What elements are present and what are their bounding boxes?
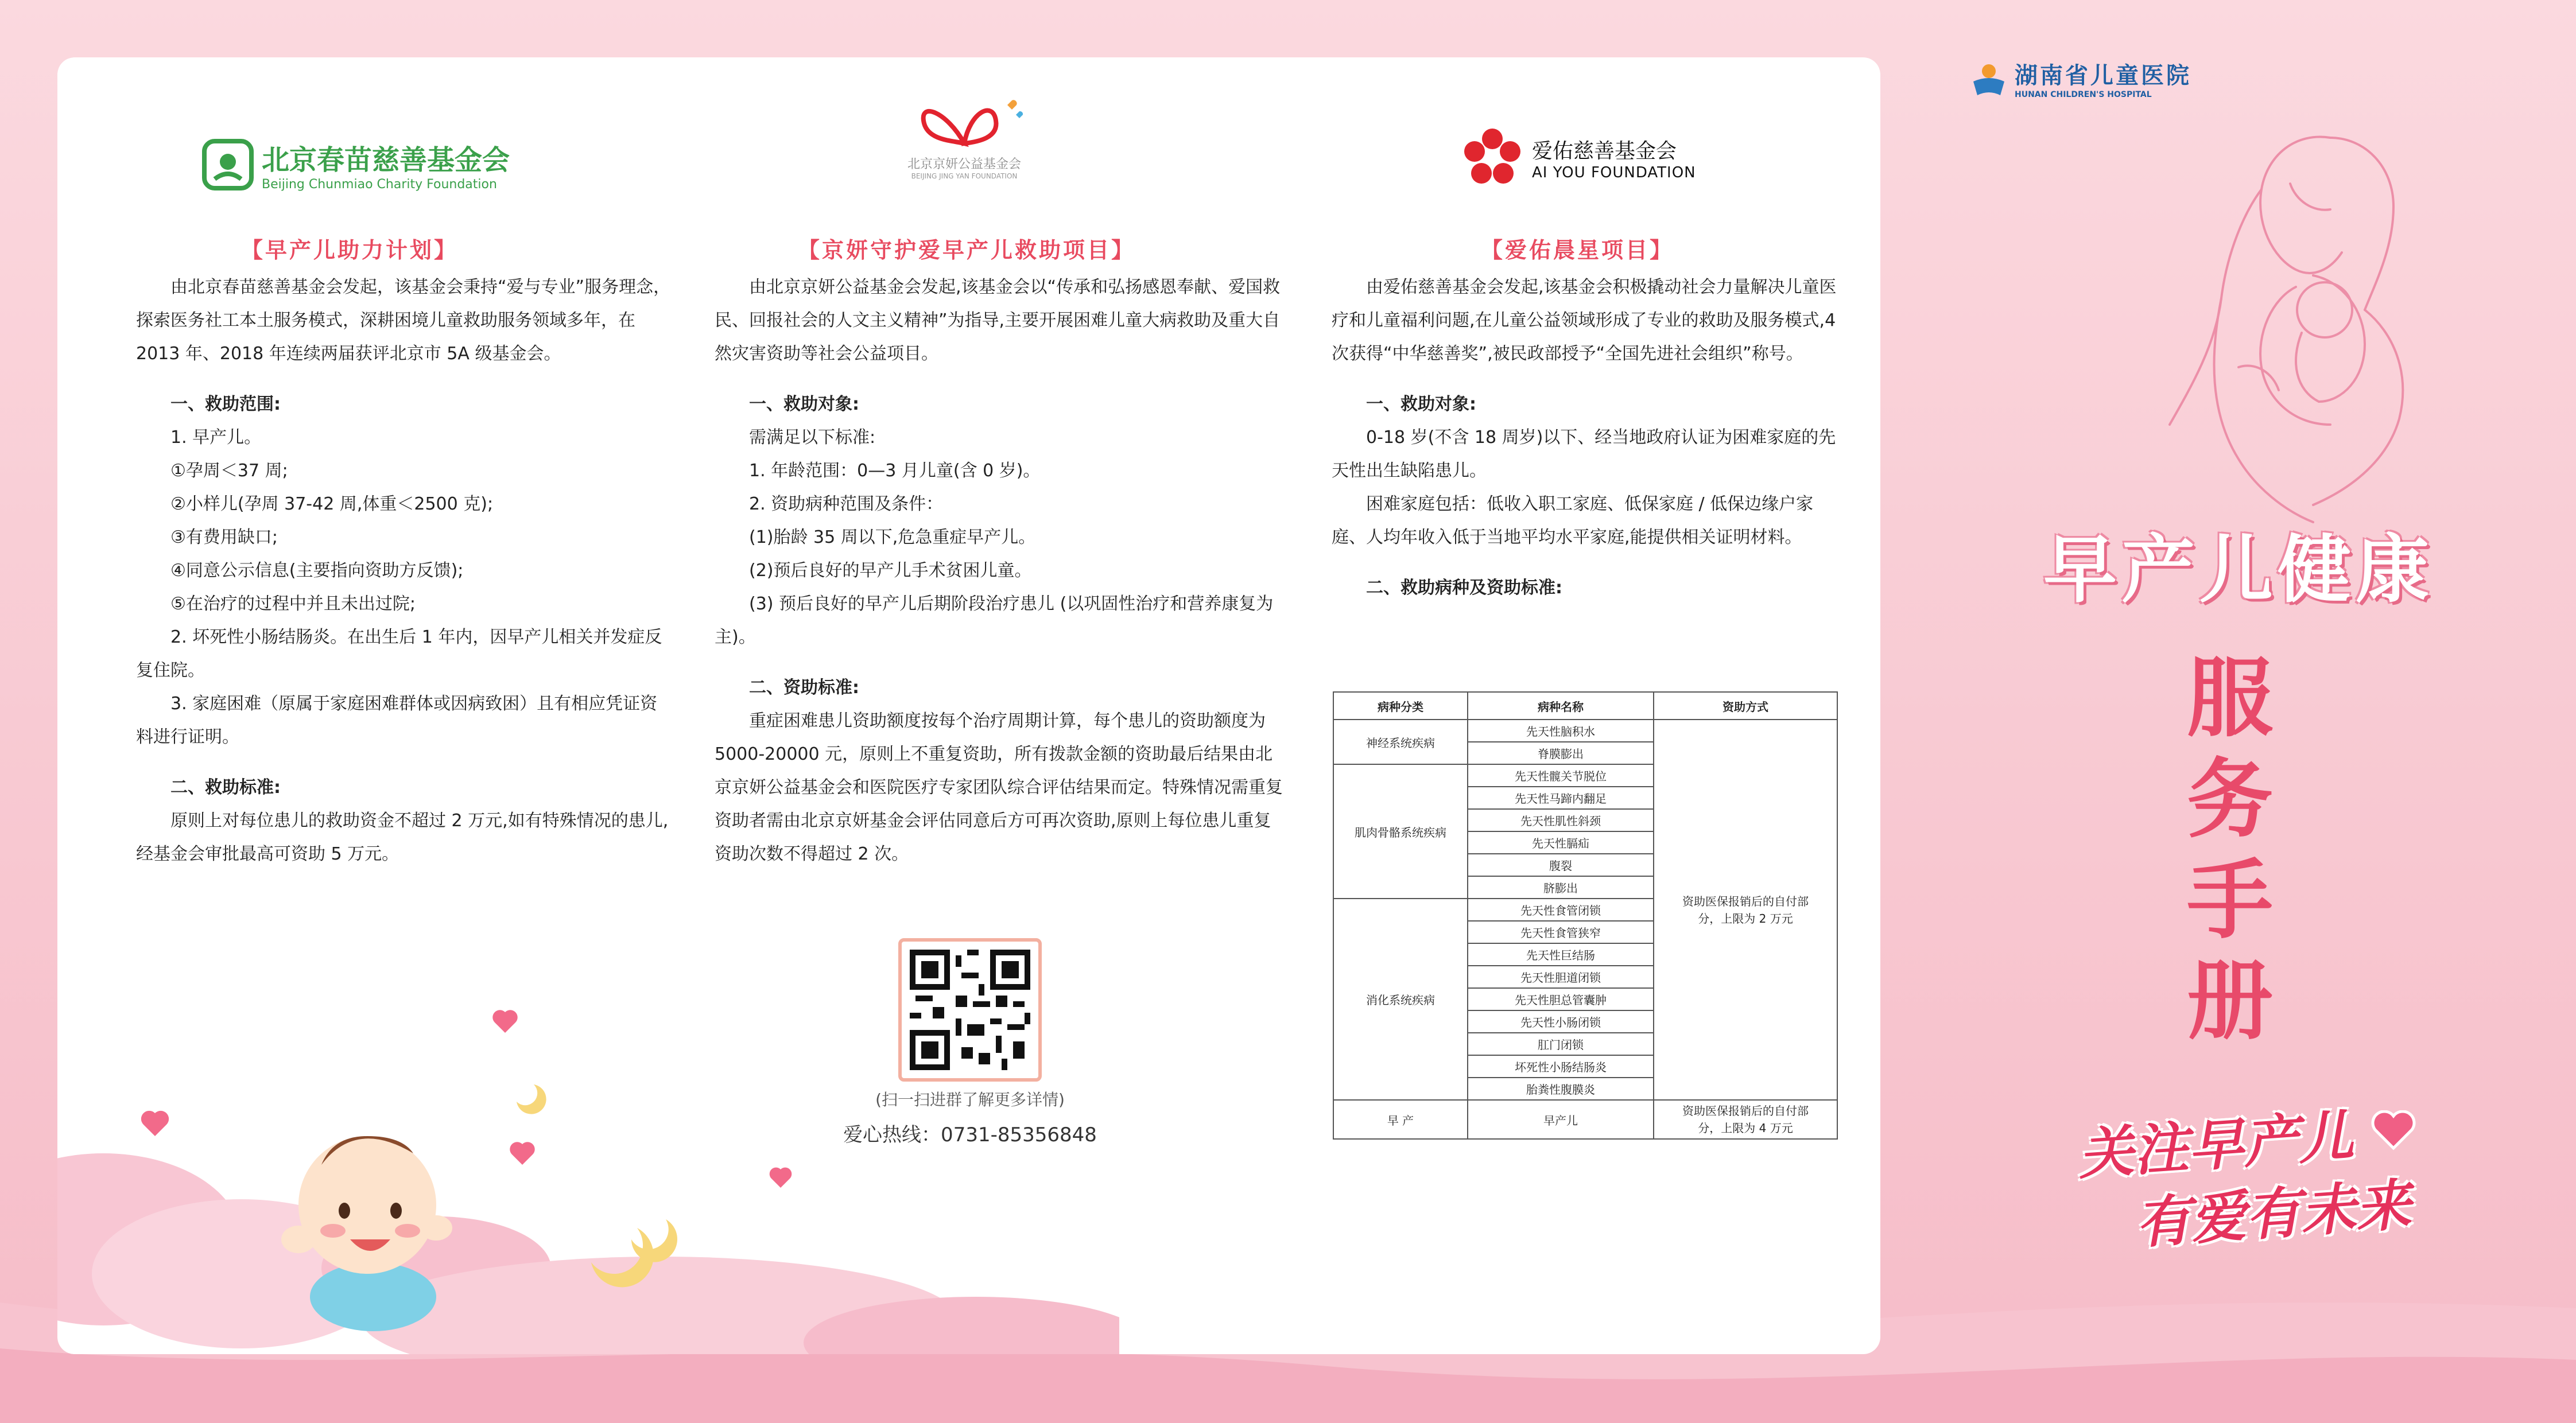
table-disease: 先天性马蹄内翻足 bbox=[1468, 787, 1654, 809]
list-item: ④同意公示信息(主要指向资助方反馈); bbox=[170, 561, 464, 581]
table-category: 肌肉骨骼系统疾病 bbox=[1333, 764, 1468, 899]
table-disease: 先天性脑积水 bbox=[1468, 720, 1654, 742]
qr-caption: (扫一扫进群了解更多详情) bbox=[875, 1090, 1065, 1109]
baby-cloud-illustration bbox=[57, 998, 1119, 1354]
table-disease: 脐膨出 bbox=[1468, 876, 1654, 899]
table-disease: 腹裂 bbox=[1468, 854, 1654, 876]
content-panel bbox=[57, 57, 1880, 1354]
table-funding: 资助医保报销后的自付部分，上限为 4 万元 bbox=[1654, 1100, 1837, 1139]
paragraph: 0-18 岁(不含 18 周岁)以下、经当地政府认证为困难家庭的先天性出生缺陷患儿。 bbox=[1332, 427, 1836, 481]
list-item: 3. 家庭困难（原属于家庭困难群体或因病致困）且有相应凭证资料进行证明。 bbox=[136, 694, 658, 747]
section-heading: 二、救助病种及资助标准: bbox=[1366, 578, 1562, 598]
paragraph: 由北京春苗慈善基金会发起，该基金会秉持“爱与专业”服务理念，探索医务社工本土服务模式，深耕困境儿童救助服务领域多年，在 2013 年、2018 年连续两届获评北京市 5A 级基金会。 bbox=[136, 277, 671, 364]
table-disease: 坏死性小肠结肠炎 bbox=[1468, 1055, 1654, 1078]
table-disease: 先天性胆总管囊肿 bbox=[1468, 988, 1654, 1010]
table-header: 病种名称 bbox=[1468, 692, 1654, 720]
table-disease: 脊膜膨出 bbox=[1468, 742, 1654, 764]
subtitle-char: 务 bbox=[2186, 750, 2273, 850]
list-item: 需满足以下标准: bbox=[749, 427, 876, 448]
chunmiao-logo bbox=[202, 138, 510, 192]
hospital-name-en: HUNAN CHILDREN'S HOSPITAL bbox=[2015, 90, 2152, 99]
jingyan-logo bbox=[878, 89, 1050, 180]
table-disease: 先天性巨结肠 bbox=[1468, 943, 1654, 966]
hotline: 爱心热线：0731-85356848 bbox=[843, 1123, 1097, 1146]
slogan-line-2: 有爱有未来 bbox=[2133, 1172, 2413, 1256]
list-item: 2. 资助病种范围及条件： bbox=[749, 494, 944, 514]
aiyou-name-en: AI YOU FOUNDATION bbox=[1532, 164, 1696, 181]
hospital-name: 湖南省儿童医院 bbox=[2015, 62, 2191, 89]
table-disease: 先天性食管狭窄 bbox=[1468, 921, 1654, 943]
paragraph: 困难家庭包括：低收入职工家庭、低保家庭 / 低保边缘户家庭、人均年收入低于当地平均水平家庭,能提供相关证明材料。 bbox=[1332, 494, 1814, 547]
hospital-emblem-icon bbox=[1969, 59, 2009, 99]
table-disease: 胎粪性腹膜炎 bbox=[1468, 1078, 1654, 1100]
mother-baby-illustration bbox=[2124, 115, 2445, 528]
list-item: (1)胎龄 35 周以下,危急重症早产儿。 bbox=[749, 527, 1036, 547]
table-category: 消化系统疾病 bbox=[1333, 899, 1468, 1100]
subtitle-char: 册 bbox=[2186, 952, 2273, 1052]
paragraph: 由爱佑慈善基金会发起,该基金会积极撬动社会力量解决儿童医疗和儿童福利问题,在儿童公益领域形成了专业的救助及服务模式,4 次获得“中华慈善奖”,被民政部授予“全国先进社会组织”称号。 bbox=[1332, 277, 1837, 364]
list-item: 2. 坏死性小肠结肠炎。在出生后 1 年内，因早产儿相关并发症反复住院。 bbox=[136, 627, 662, 681]
jingyan-name-en: BEIJING JING YAN FOUNDATION bbox=[911, 172, 1018, 180]
cover-subtitle bbox=[2181, 648, 2279, 1052]
jingyan-name-cn: 北京京妍公益基金会 bbox=[907, 157, 1021, 172]
list-item: ⑤在治疗的过程中并且未出过院; bbox=[170, 594, 416, 614]
middle-body bbox=[715, 271, 1283, 871]
list-item: 1. 早产儿。 bbox=[170, 427, 262, 448]
table-disease: 先天性食管闭锁 bbox=[1468, 899, 1654, 921]
funding-table bbox=[1333, 691, 1838, 1140]
list-item: 1. 年龄范围：0—3 月儿童(含 0 岁)。 bbox=[749, 461, 1041, 481]
chunmiao-name-en: Beijing Chunmiao Charity Foundation bbox=[262, 177, 497, 192]
chunmiao-name-cn: 北京春苗慈善基金会 bbox=[262, 144, 510, 176]
table-disease: 先天性膈疝 bbox=[1468, 831, 1654, 854]
heart-icon bbox=[2371, 1110, 2416, 1150]
section-heading: 二、救助标准: bbox=[170, 777, 281, 798]
cover-title: 早产儿健康 bbox=[2043, 527, 2434, 613]
table-disease: 先天性胆道闭锁 bbox=[1468, 966, 1654, 988]
section-heading: 二、资助标准: bbox=[749, 678, 859, 698]
butterfly-icon bbox=[901, 89, 1027, 152]
table-disease: 先天性髋关节脱位 bbox=[1468, 764, 1654, 787]
table-header: 资助方式 bbox=[1654, 692, 1837, 720]
chunmiao-emblem-icon bbox=[202, 139, 254, 190]
section-heading: 一、救助对象: bbox=[1366, 394, 1476, 414]
table-disease: 先天性小肠闭锁 bbox=[1468, 1010, 1654, 1033]
list-item: ③有费用缺口; bbox=[170, 527, 278, 547]
list-item: ②小样儿(孕周 37-42 周,体重＜2500 克); bbox=[170, 494, 494, 514]
subtitle-char: 服 bbox=[2186, 649, 2273, 749]
paragraph: 重症困难患儿资助额度按每个治疗周期计算，每个患儿的资助额度为 5000-20000 元，原则上不重复资助，所有拨款金额的资助最后结果由北京京妍公益基金会和医院医疗专家团队综合评估结果而定。特殊情况需重复资助者需由北京京妍基金会评估同意后方可再次资助,原则上每位患儿重复资助次数不得超过 2 次。 bbox=[715, 711, 1283, 864]
table-disease: 先天性肌性斜颈 bbox=[1468, 809, 1654, 831]
list-item: ①孕周＜37 周; bbox=[170, 461, 288, 481]
table-funding: 资助医保报销后的自付部分，上限为 2 万元 bbox=[1654, 720, 1837, 1100]
section-heading: 一、救助范围: bbox=[170, 394, 281, 414]
right-section-title: 【爱佑晨星项目】 bbox=[1481, 238, 1674, 263]
hospital-logo bbox=[1969, 57, 2191, 99]
table-disease: 早产儿 bbox=[1468, 1100, 1654, 1139]
list-item: (2)预后良好的早产儿手术贫困儿童。 bbox=[749, 561, 1032, 581]
slogan-line-1: 关注早产儿 bbox=[2076, 1103, 2356, 1187]
subtitle-char: 手 bbox=[2186, 851, 2273, 951]
list-item: (3) 预后良好的早产儿后期阶段治疗患儿 (以巩固性治疗和营养康复为主)。 bbox=[715, 594, 1274, 647]
section-heading: 一、救助对象: bbox=[749, 394, 859, 414]
table-header: 病种分类 bbox=[1333, 692, 1468, 720]
left-section-title: 【早产儿助力计划】 bbox=[241, 238, 459, 263]
aiyou-logo bbox=[1461, 126, 1696, 189]
left-body bbox=[136, 271, 672, 871]
middle-section-title: 【京妍守护爱早产儿救助项目】 bbox=[798, 238, 1136, 263]
flower-icon bbox=[1461, 126, 1524, 189]
paragraph: 原则上对每位患儿的救助资金不超过 2 万元,如有特殊情况的患儿,经基金会审批最高可资助 5 万元。 bbox=[136, 811, 669, 864]
table-category: 早 产 bbox=[1333, 1100, 1468, 1139]
aiyou-name-cn: 爱佑慈善基金会 bbox=[1532, 139, 1677, 163]
paragraph: 由北京京妍公益基金会发起,该基金会以“传承和弘扬感恩奉献、爱国救民、回报社会的人文主义精神”为指导,主要开展困难儿童大病救助及重大自然灾害资助等社会公益项目。 bbox=[715, 277, 1281, 364]
right-body bbox=[1332, 271, 1847, 605]
table-category: 神经系统疾病 bbox=[1333, 720, 1468, 764]
table-disease: 肛门闭锁 bbox=[1468, 1033, 1654, 1055]
